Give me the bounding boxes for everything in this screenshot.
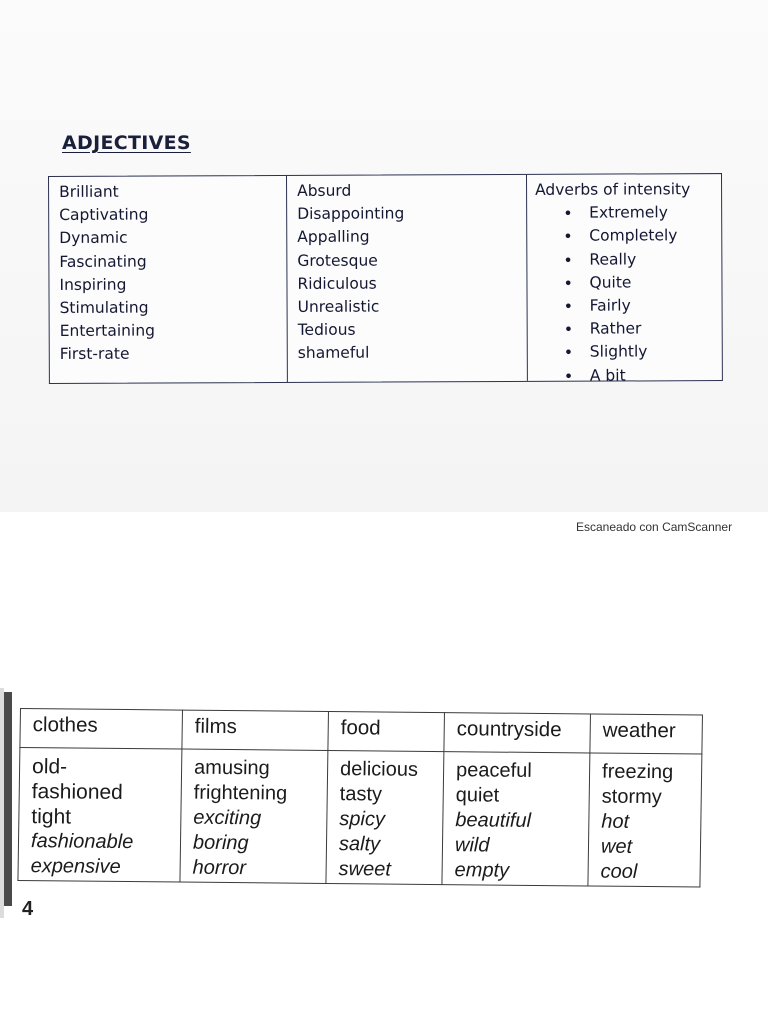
adjectives-table [48, 173, 723, 384]
list-item: • Really [557, 248, 721, 272]
adverbs-heading: Adverbs of intensity [535, 180, 691, 199]
list-item: Captivating [59, 205, 149, 225]
adverbs-column [526, 174, 722, 385]
list-item: • Completely [557, 224, 721, 248]
films-cell [180, 749, 328, 883]
list-item: salty [338, 833, 381, 856]
list-item: Disappointing [297, 204, 405, 224]
list-item: boring [192, 831, 249, 855]
list-item: Entertaining [59, 321, 155, 341]
column-header-weather: weather [590, 714, 703, 754]
column-header-films: films [182, 710, 329, 750]
list-item: Stimulating [59, 298, 149, 317]
list-item: Absurd [297, 181, 352, 200]
list-item: old- [31, 755, 68, 779]
list-item: horror [192, 856, 247, 880]
list-item: • A bit [558, 364, 722, 388]
list-item: sweet [338, 858, 392, 881]
table-header-row [20, 709, 703, 755]
positive-adjectives-column [49, 176, 287, 383]
page-title: ADJECTIVES [62, 132, 191, 154]
photographed-page [0, 688, 768, 918]
list-item: tasty [339, 783, 383, 806]
list-item: fashionable [30, 830, 134, 854]
list-item: amusing [193, 756, 270, 780]
list-item: Fascinating [59, 252, 147, 271]
list-item: frightening [193, 781, 288, 805]
column-header-clothes: clothes [20, 709, 183, 750]
countryside-cell [442, 752, 590, 886]
adverbs-list [535, 201, 722, 387]
list-item: wild [454, 834, 490, 857]
list-item: • Extremely [557, 201, 721, 225]
list-item: fashioned [31, 780, 124, 804]
negative-adjectives-column [286, 175, 527, 382]
list-item: stormy [601, 785, 662, 809]
list-item: Grotesque [297, 251, 378, 270]
list-item: tight [31, 805, 72, 829]
list-item: freezing [601, 760, 674, 784]
table-row [18, 748, 702, 888]
column-header-food: food [328, 711, 445, 751]
list-item: beautiful [455, 809, 532, 832]
list-item: • Quite [557, 271, 721, 295]
list-item: expensive [30, 855, 121, 878]
list-item: empty [454, 859, 510, 882]
list-item: delicious [339, 758, 419, 781]
weather-cell [588, 753, 702, 887]
page-binding-strip [4, 692, 12, 906]
list-item: peaceful [455, 759, 532, 782]
list-item: First-rate [59, 345, 130, 364]
list-item: spicy [339, 808, 386, 831]
list-item: Tedious [297, 320, 356, 340]
column-header-countryside: countryside [444, 713, 591, 753]
list-item: • Slightly [558, 340, 722, 364]
list-item: Ridiculous [297, 274, 377, 293]
list-item: cool [600, 860, 638, 883]
vocabulary-table [17, 708, 703, 888]
list-item: Unrealistic [297, 297, 380, 316]
list-item: Inspiring [59, 275, 127, 294]
clothes-cell [18, 748, 182, 883]
list-item: quiet [455, 784, 500, 807]
list-item: exciting [193, 806, 262, 830]
list-item: wet [600, 835, 633, 858]
list-item: • Rather [558, 317, 722, 341]
list-item: Appalling [297, 228, 370, 247]
list-item: • Fairly [558, 294, 722, 318]
list-item: shameful [297, 344, 370, 363]
list-item: Dynamic [59, 229, 128, 248]
food-cell [326, 750, 444, 884]
page-number: 4 [22, 898, 34, 918]
list-item: Brilliant [59, 182, 119, 201]
camscanner-watermark: Escaneado con CamScanner [576, 520, 733, 534]
list-item: hot [601, 810, 630, 833]
